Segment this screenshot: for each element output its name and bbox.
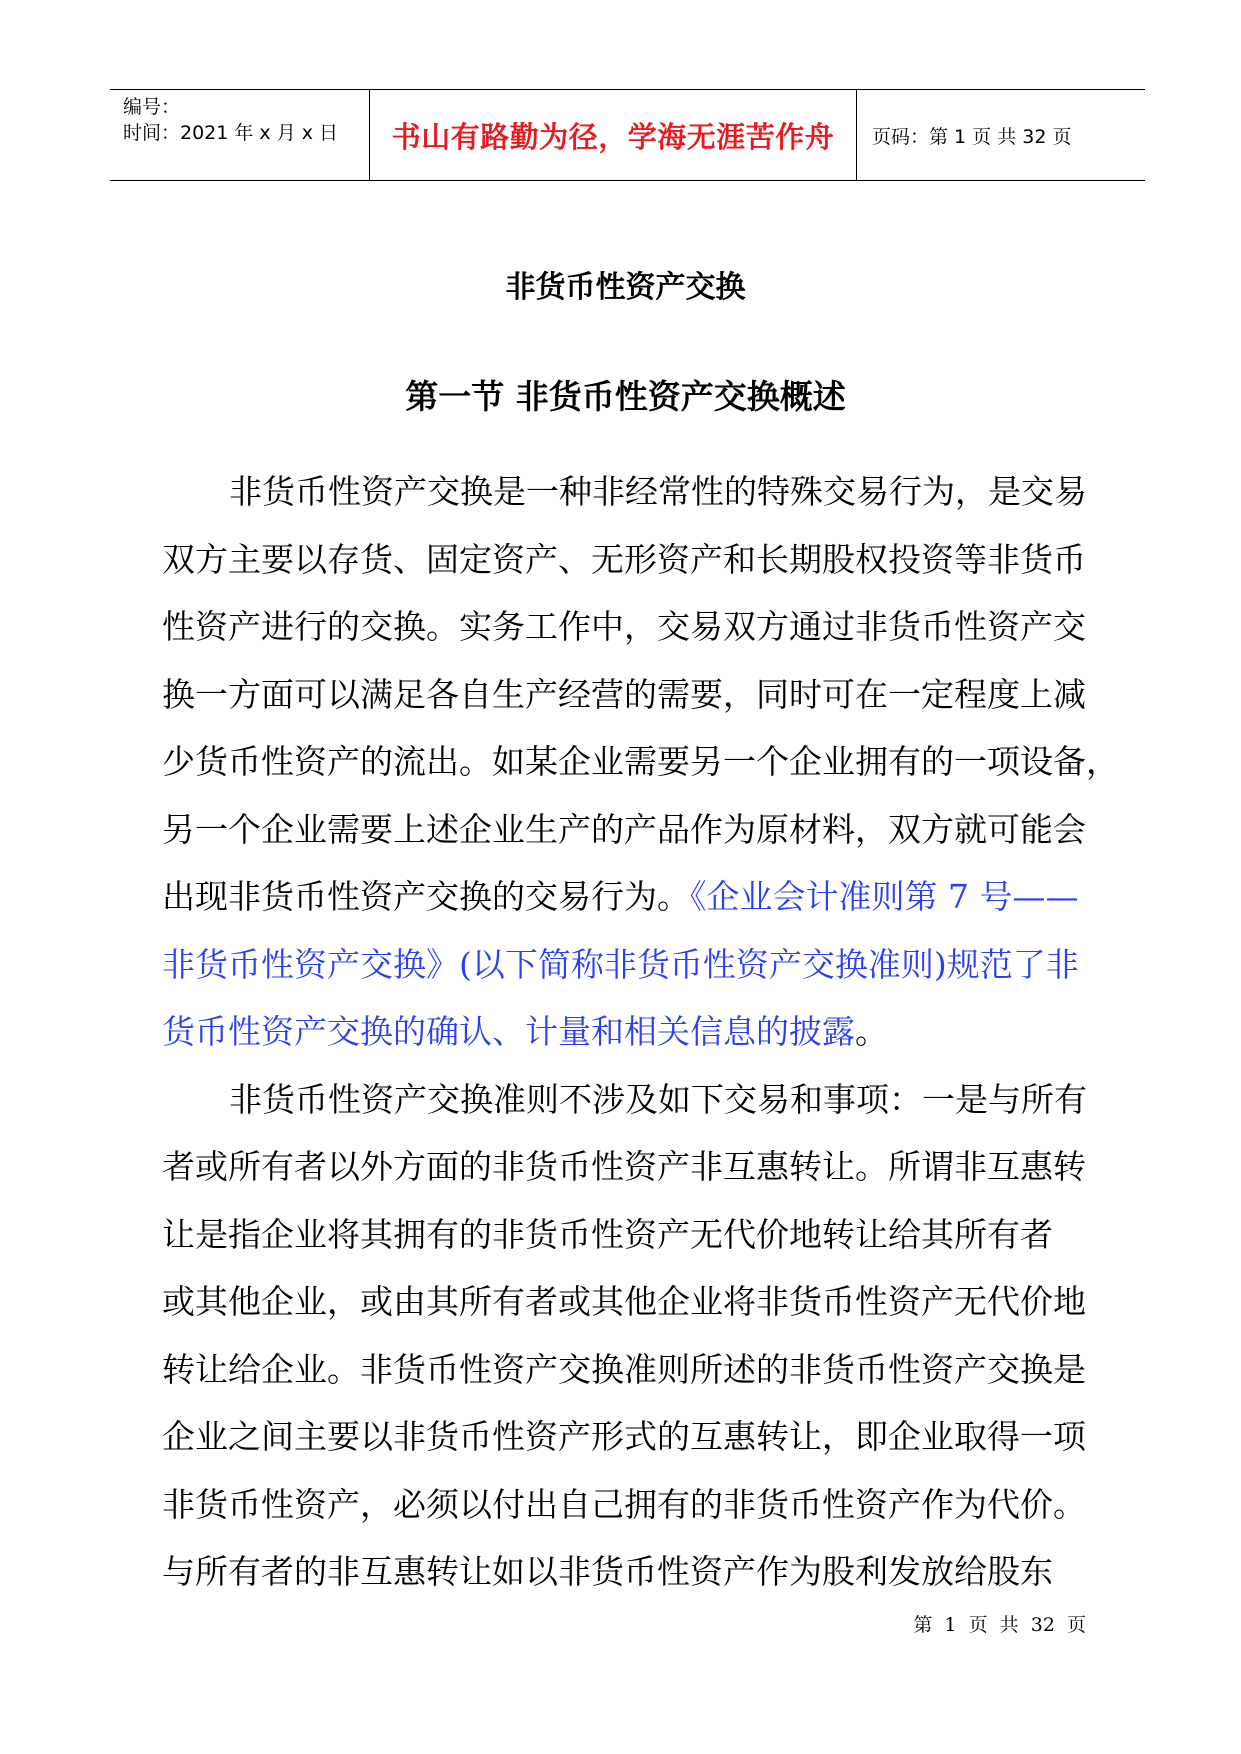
paragraph-1-line: 非货币性资产交换是一种非经常性的特殊交易行为，是交易 [229,472,1087,511]
page-number-label: 页码：第 1 页 共 32 页 [872,125,1072,148]
paragraph-1-line: 货币性资产交换的确认、计量和相关信息的披露。 [162,1012,888,1051]
standard-reference-link: 货币性资产交换的确认、计量和相关信息的披露 [162,1012,855,1051]
header-page-cell [857,90,1145,180]
paragraph-2-line: 企业之间主要以非货币性资产形式的互惠转让，即企业取得一项 [162,1417,1086,1456]
page-header [110,89,1145,181]
paragraph-1-line: 少货币性资产的流出。如某企业需要另一个企业拥有的一项设备， [162,742,1119,781]
header-info-cell [110,90,370,180]
page-footer: 第 1 页 共 32 页 [913,1614,1086,1636]
body-text [162,458,1119,1606]
paragraph-2-line: 转让给企业。非货币性资产交换准则所述的非货币性资产交换是 [162,1349,1086,1389]
paragraph-1-line: 另一个企业需要上述企业生产的产品作为原材料，双方就可能会 [162,809,1086,849]
document-title: 非货币性资产交换 [505,270,746,305]
standard-reference-link: 非货币性资产交换》(以下简称非货币性资产交换准则)规范了非 [162,944,1079,984]
paragraph-2-line: 或其他企业，或由其所有者或其他企业将非货币性资产无代价地 [162,1282,1086,1321]
paragraph-2-line: 让是指企业将其拥有的非货币性资产无代价地转让给其所有者 [162,1214,1053,1254]
paragraph-2-line: 非货币性资产交换准则不涉及如下交易和事项：一是与所有 [229,1079,1087,1119]
paragraph-1-line: 出现非货币性资产交换的交易行为。《企业会计准则第 7 号—— [162,877,1079,916]
standard-reference-link: 《企业会计准则第 7 号—— [690,877,1079,916]
time-label: 时间：2021 年 x 月 x 日 [123,122,339,144]
motto-text: 书山有路勤为径，学海无涯苦作舟 [391,119,835,154]
paragraph-2-line: 非货币性资产，必须以付出自己拥有的非货币性资产作为代价。 [162,1484,1086,1524]
section-title: 第一节 非货币性资产交换概述 [405,377,846,416]
paragraph-1-line: 双方主要以存货、固定资产、无形资产和长期股权投资等非货币 [162,539,1086,579]
number-label: 编号： [123,96,181,118]
paragraph-1-line: 性资产进行的交换。实务工作中，交易双方通过非货币性资产交 [162,607,1086,646]
paragraph-2-line: 与所有者的非互惠转让如以非货币性资产作为股利发放给股东 [162,1552,1053,1591]
paragraph-1-line: 换一方面可以满足各自生产经营的需要，同时可在一定程度上减 [162,674,1086,714]
paragraph-2-line: 者或所有者以外方面的非货币性资产非互惠转让。所谓非互惠转 [162,1147,1086,1186]
header-motto-cell [370,90,857,180]
